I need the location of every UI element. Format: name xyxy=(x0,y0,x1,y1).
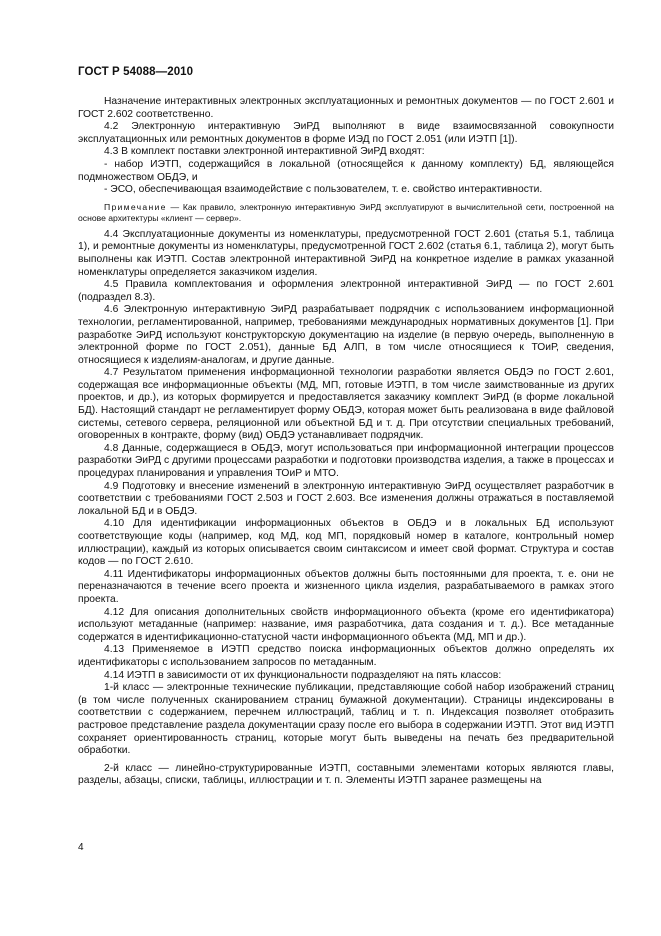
paragraph-4-14: 4.14 ИЭТП в зависимости от их функциональности подразделяют на пять классов: xyxy=(104,669,502,681)
note xyxy=(78,202,614,224)
class-2-description: 2-й класс — линейно-структурированные ИЭТП, составными элементами которых являются главы, разделы, абзацы, списки, таблицы, иллюстрации и т. п. Элементы ИЭТП заранее размещены на xyxy=(78,762,614,787)
page-number: 4 xyxy=(78,842,84,853)
paragraph-4-11: 4.11 Идентификаторы информационных объектов должны быть постоянными для проекта, т. е. они не переназначаются в течение всего проекта и жизненного цикла изделия, разрабатываемого в рамках этого проекта. xyxy=(78,568,614,605)
paragraph-4-4: 4.4 Эксплуатационные документы из номенклатуры, предусмотренной ГОСТ 2.601 (статья 5.1, таблица 1), и ремонтные документы из номенклатуры, предусмотренной ГОСТ 2.602 (статья 6.1, таблица 2), могут быть выполнены как ИЭТП. Состав электронной интерактивной ЭиРД на конкретное изделие в рамках указанной номенклатуры определяется заказчиком изделия. xyxy=(78,228,614,278)
paragraph-4-9: 4.9 Подготовку и внесение изменений в электронную интерактивную ЭиРД осуществляет разработчик в соответствии с требованиями ГОСТ 2.503 и ГОСТ 2.603. Все изменения должны отражаться в поставляемой локальной БД и в ОБДЭ. xyxy=(78,480,614,517)
paragraph-4-2: 4.2 Электронную интерактивную ЭиРД выполняют в виде взаимосвязанной совокупности эксплуатационных или ремонтных документов в форме ИЭД по ГОСТ 2.051 (или ИЭТП [1]). xyxy=(78,121,614,145)
paragraph-4-3: 4.3 В комплект поставки электронной интерактивной ЭиРД входят: xyxy=(104,146,425,158)
paragraph: Назначение интерактивных электронных эксплуатационных и ремонтных документов — по ГОСТ 2.601 и ГОСТ 2.602 соответственно. xyxy=(78,96,614,120)
paragraph-4-10: 4.10 Для идентификации информационных объектов в ОБДЭ и в локальных БД используют соответствующие коды (например, код МД, код МП, порядковый номер в каталоге, контрольный номер иллюстрации), каждый из которых описывается своим синтаксисом и имеет свой формат. Структура и состав кодов — по ГОСТ 2.610. xyxy=(78,518,614,568)
note-label: Примечание xyxy=(104,201,167,212)
note-text: — Как правило, электронную интерактивную ЭиРД эксплуатируют в вычислительной сети, построенной на основе архитектуры «клиент — сервер». xyxy=(78,201,614,223)
list-item: - набор ИЭТП, содержащийся в локальной (относящейся к данному комплекту) БД, являющейся подмножеством ОБДЭ, и xyxy=(78,158,614,183)
paragraph-4-12: 4.12 Для описания дополнительных свойств информационного объекта (кроме его идентификатора) используют метаданные (например: название, имя разработчика, дата создания и т. д.). Все метаданные содержатся в идентификационно-статусной части информационного объекта (МД, МП и др.). xyxy=(78,606,614,643)
paragraph-4-8: 4.8 Данные, содержащиеся в ОБДЭ, могут использоваться при информационной интеграции процессов разработки ЭиРД с другими процессами разработки и подготовки производства изделия, а также в процессах и процедурах планирования и управления ТОиР и МТО. xyxy=(78,442,614,480)
paragraph-4-6: 4.6 Электронную интерактивную ЭиРД разрабатывает подрядчик с использованием информационной технологии, регламентированной, например, требованиями международных нормативных документов [1]. При разработке ЭиРД используют конструкторскую документацию на изделие (в первую очередь, выполненную в электронной форме по ГОСТ 2.051), данные БД АЛП, в том числе относящиеся к ТОиР, сведения, относящиеся к изделиям-аналогам, и другие данные. xyxy=(78,304,614,366)
document-body xyxy=(78,96,614,788)
class-1-description: 1-й класс — электронные технические публикации, представляющие собой набор изображений страниц (в том числе полученных сканированием страниц бумажной документации). Страницы индексированы в соответствии с содержанием, перечнем иллюстраций, таблиц и т. п. Индексация позволяет отобразить растровое представление раздела документации сразу после его выбора в содержании ИЭТП. Этот вид ИЭТП сохраняет ориентированность страниц, которые могут быть выведены на печать без предварительной обработки. xyxy=(78,682,614,757)
paragraph-4-5: 4.5 Правила комплектования и оформления электронной интерактивной ЭиРД — по ГОСТ 2.601 (подраздел 8.3). xyxy=(78,279,614,303)
paragraph-4-7: 4.7 Результатом применения информационной технологии разработки является ОБДЭ по ГОСТ 2.601, содержащая все информационные объекты (МД, МП, готовые ИЭТП, в том числе заимствованные из других проектов, и др.), из которых формируется и предоставляется заказчику комплект ЭиРД (в форме локальной БД). Настоящий стандарт не регламентирует форму ОБДЭ, которая может быть реализована в виде файловой системы, сетевого сервера, реляционной или объектной БД и т. д. При отсутствии специальных требований, оговоренных в контракте, форму (вид) ОБДЭ устанавливает подрядчик. xyxy=(78,367,614,442)
paragraph-4-13: 4.13 Применяемое в ИЭТП средство поиска информационных объектов должно определять их идентификаторы с использованием запросов по метаданным. xyxy=(78,644,614,668)
list-item: - ЭСО, обеспечивающая взаимодействие с пользователем, т. е. свойство интерактивности. xyxy=(104,184,543,196)
document-header: ГОСТ Р 54088—2010 xyxy=(78,66,194,78)
